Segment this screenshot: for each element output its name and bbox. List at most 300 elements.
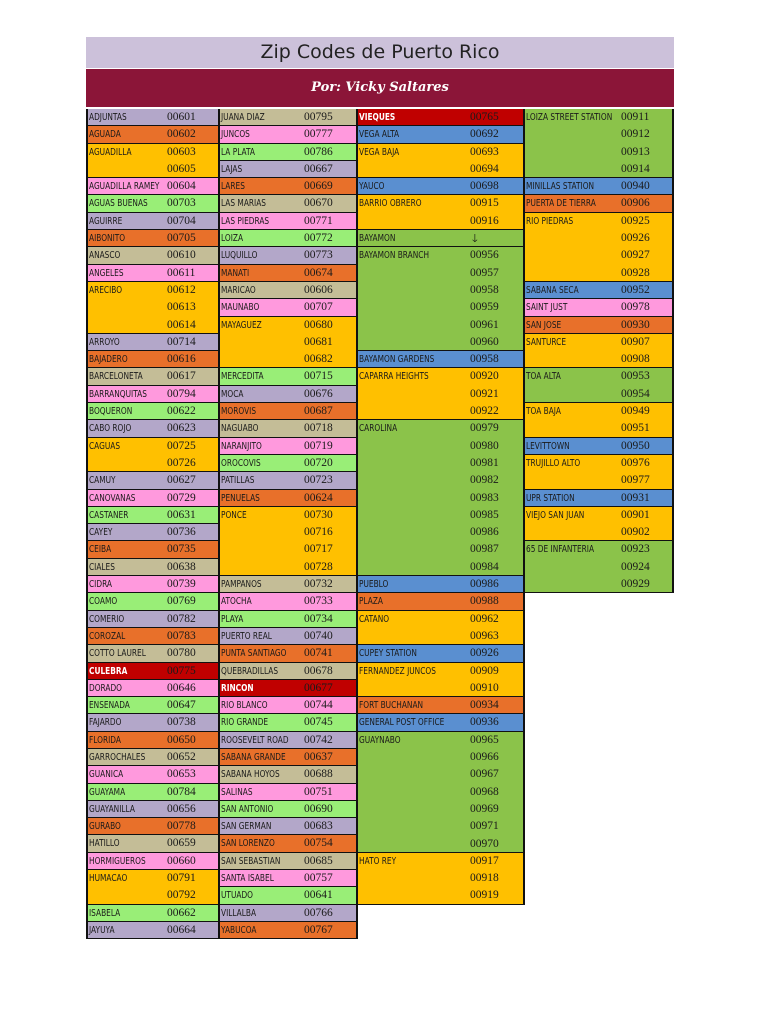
zip-code: 00616 xyxy=(167,353,196,366)
zip-entry xyxy=(220,576,356,593)
town-name: SAN SEBASTIAN xyxy=(221,855,281,867)
town-name: ROOSEVELT ROAD xyxy=(221,734,289,746)
zip-entry xyxy=(88,109,218,126)
zip-entry xyxy=(525,541,672,593)
town-name: DORADO xyxy=(89,682,123,694)
town-name: GURABO xyxy=(89,821,121,833)
town-name: COAMO xyxy=(89,596,118,608)
zip-entry xyxy=(220,109,356,126)
zip-entry xyxy=(88,611,218,628)
town-name: BAYAMON GARDENS xyxy=(359,354,435,366)
zip-code: 00601 xyxy=(167,111,196,123)
town-name: VEGA ALTA xyxy=(359,129,400,141)
zip-code: 00650 xyxy=(167,733,196,746)
zip-code: 00912 xyxy=(621,128,650,141)
zip-entry xyxy=(220,282,356,299)
town-name: CAGUAS xyxy=(89,440,121,452)
author-banner: Por: Vicky Saltares xyxy=(86,69,674,107)
arrow-down-icon: 🡓 xyxy=(472,232,478,246)
town-name: CAPARRA HEIGHTS xyxy=(359,371,429,383)
zip-entry xyxy=(358,126,523,143)
zip-code: 00953 xyxy=(621,370,650,383)
town-name: SALINAS xyxy=(221,786,253,798)
zip-entry xyxy=(220,420,356,437)
zip-code: 00647 xyxy=(167,699,196,712)
zip-code: 00610 xyxy=(167,249,196,262)
town-name: VIEJO SAN JUAN xyxy=(526,509,585,521)
zip-code: 00965 xyxy=(470,733,499,746)
zip-code: 00914 xyxy=(621,162,650,175)
zip-entry xyxy=(220,144,356,161)
town-name: OROCOVIS xyxy=(221,457,261,469)
town-name: PUERTA DE TIERRA xyxy=(526,198,596,210)
zip-entry xyxy=(88,645,218,662)
zip-entry xyxy=(358,732,523,853)
town-name: RINCON xyxy=(221,682,254,694)
zip-code: 00674 xyxy=(304,266,333,279)
zip-code: 00652 xyxy=(167,750,196,763)
zip-code: 00923 xyxy=(621,543,650,556)
town-name: PAMPANOS xyxy=(221,579,262,591)
zip-code: 00719 xyxy=(304,439,333,452)
zip-code: 00751 xyxy=(304,785,333,798)
zip-entry xyxy=(88,870,218,905)
zip-code: 00959 xyxy=(470,301,499,314)
zip-code: 00978 xyxy=(621,301,650,314)
town-name: CANOVANAS xyxy=(89,492,136,504)
town-name: SAINT JUST xyxy=(526,302,568,314)
zip-entry xyxy=(88,576,218,593)
town-name: VILLALBA xyxy=(221,907,257,919)
zip-entry xyxy=(220,663,356,680)
town-name: ISABELA xyxy=(89,907,121,919)
zip-code: 00784 xyxy=(167,785,196,798)
town-name: LAS PIEDRAS xyxy=(221,215,270,227)
zip-code: 00698 xyxy=(470,180,499,193)
town-name: HUMACAO xyxy=(89,873,128,885)
zip-code: 00669 xyxy=(304,180,333,193)
zip-code: 00602 xyxy=(167,128,196,141)
zip-code: 00660 xyxy=(167,854,196,867)
town-name: ARECIBO xyxy=(89,284,123,296)
town-name: BAYAMON BRANCH xyxy=(359,250,430,262)
town-name: MOCA xyxy=(221,388,244,400)
zip-code: 00961 xyxy=(470,318,499,331)
zip-code: 00624 xyxy=(304,491,333,504)
zip-code: 00777 xyxy=(304,128,333,141)
zip-code: 00901 xyxy=(621,508,650,521)
zip-entry xyxy=(525,438,672,455)
town-name: CAROLINA xyxy=(359,423,398,435)
zip-code: 00908 xyxy=(621,353,650,366)
zip-code: 00792 xyxy=(167,889,196,902)
zip-code: 00902 xyxy=(621,526,650,539)
zip-column-4 xyxy=(525,109,674,593)
zip-entry xyxy=(88,541,218,558)
zip-code: 00637 xyxy=(304,750,333,763)
zip-entry xyxy=(88,784,218,801)
zip-entry xyxy=(88,213,218,230)
zip-code: 00757 xyxy=(304,872,333,885)
zip-code: 00605 xyxy=(167,162,196,175)
zip-code: 00734 xyxy=(304,612,333,625)
town-name: PUERTO REAL xyxy=(221,630,272,642)
town-name: AGUIRRE xyxy=(89,215,123,227)
zip-entry xyxy=(358,853,523,905)
zip-entry xyxy=(220,126,356,143)
zip-code: 00611 xyxy=(167,266,196,279)
zip-code: 00980 xyxy=(470,439,499,452)
zip-code: 00771 xyxy=(304,214,333,227)
zip-entry xyxy=(358,611,523,646)
zip-entry xyxy=(358,247,523,351)
town-name: SAN ANTONIO xyxy=(221,803,274,815)
zip-entry xyxy=(220,611,356,628)
zip-entry xyxy=(358,178,523,195)
town-name: YAUCO xyxy=(359,181,385,193)
town-name: CULEBRA xyxy=(89,665,128,677)
zip-entry xyxy=(358,593,523,610)
town-name: HATILLO xyxy=(89,838,120,850)
zip-code: 00931 xyxy=(621,491,650,504)
zip-code: 00646 xyxy=(167,681,196,694)
zip-code: 00767 xyxy=(304,923,333,936)
zip-code: 00735 xyxy=(167,543,196,556)
zip-code: 00982 xyxy=(470,474,499,487)
zip-entry xyxy=(220,178,356,195)
town-name: PLAZA xyxy=(359,596,383,608)
town-name: SABANA HOYOS xyxy=(221,769,280,781)
town-name: GUAYAMA xyxy=(89,786,126,798)
zip-code: 00736 xyxy=(167,526,196,539)
zip-entry xyxy=(220,299,356,316)
town-name: BARCELONETA xyxy=(89,371,143,383)
zip-code: 00986 xyxy=(470,526,499,539)
zip-code: 00705 xyxy=(167,232,196,245)
town-name: RIO BLANCO xyxy=(221,700,268,712)
zip-code: 00754 xyxy=(304,837,333,850)
zip-entry xyxy=(358,420,523,576)
zip-code: 00766 xyxy=(304,906,333,919)
zip-code: 00906 xyxy=(621,197,650,210)
zip-entry xyxy=(220,697,356,714)
zip-code: 00690 xyxy=(304,802,333,815)
zip-code: 00729 xyxy=(167,491,196,504)
zip-entry xyxy=(525,403,672,438)
zip-entry xyxy=(88,593,218,610)
town-name: MARICAO xyxy=(221,284,256,296)
zip-entry xyxy=(220,645,356,662)
town-name: PONCE xyxy=(221,509,247,521)
town-name: PLAYA xyxy=(221,613,244,625)
zip-code: 00667 xyxy=(304,162,333,175)
zip-code: 00720 xyxy=(304,456,333,469)
zip-code: 00703 xyxy=(167,197,196,210)
zip-code: 00921 xyxy=(470,387,499,400)
town-name: MINILLAS STATION xyxy=(526,181,595,193)
zip-code: 00614 xyxy=(167,318,196,331)
zip-code: 00704 xyxy=(167,214,196,227)
zip-entry xyxy=(220,628,356,645)
zip-entry xyxy=(220,161,356,178)
zip-entry xyxy=(358,368,523,420)
zip-entry xyxy=(358,645,523,662)
zip-code: 00683 xyxy=(304,820,333,833)
zip-entry xyxy=(88,282,218,334)
zip-entry xyxy=(220,472,356,489)
zip-entry xyxy=(88,144,218,179)
zip-code: 00926 xyxy=(621,232,650,245)
town-name: FAJARDO xyxy=(89,717,122,729)
town-name: CIDRA xyxy=(89,579,112,591)
zip-code: 00733 xyxy=(304,595,333,608)
zip-entry xyxy=(88,230,218,247)
zip-code: 00716 xyxy=(304,526,333,539)
zip-entry xyxy=(88,697,218,714)
zip-code: 00745 xyxy=(304,716,333,729)
zip-code: 00970 xyxy=(470,837,499,850)
town-name: GENERAL POST OFFICE xyxy=(359,717,445,729)
town-name: BARRANQUITAS xyxy=(89,388,147,400)
town-name: ENSENADA xyxy=(89,700,130,712)
zip-code: 00786 xyxy=(304,145,333,158)
zip-entry xyxy=(88,749,218,766)
town-name: TRUJILLO ALTO xyxy=(526,457,581,469)
town-name: 65 DE INFANTERIA xyxy=(526,544,595,556)
zip-entry xyxy=(88,507,218,524)
zip-code: 00952 xyxy=(621,283,650,296)
town-name: MOROVIS xyxy=(221,406,257,418)
zip-code: 00638 xyxy=(167,560,196,573)
zip-entry xyxy=(88,922,218,939)
zip-code: 00740 xyxy=(304,629,333,642)
zip-code: 00775 xyxy=(167,664,196,677)
town-name: SANTA ISABEL xyxy=(221,873,274,885)
zip-code: 00936 xyxy=(470,716,499,729)
zip-entry xyxy=(358,195,523,230)
zip-code: 00929 xyxy=(621,578,650,591)
town-name: FERNANDEZ JUNCOS xyxy=(359,665,436,677)
town-name: CIALES xyxy=(89,561,115,573)
zip-code: 00627 xyxy=(167,474,196,487)
town-name: AGUAS BUENAS xyxy=(89,198,148,210)
town-name: MAYAGUEZ xyxy=(221,319,262,331)
zip-code: 00693 xyxy=(470,145,499,158)
town-name: PUNTA SANTIAGO xyxy=(221,648,287,660)
town-name: COTTO LAUREL xyxy=(89,648,146,660)
zip-code: 00971 xyxy=(470,820,499,833)
zip-entry xyxy=(88,438,218,473)
town-name: GARROCHALES xyxy=(89,751,146,763)
zip-code: 00622 xyxy=(167,405,196,418)
zip-code: 00613 xyxy=(167,301,196,314)
zip-entry xyxy=(88,490,218,507)
zip-code: 00641 xyxy=(304,889,333,902)
zip-entry xyxy=(220,195,356,212)
town-name: COMERIO xyxy=(89,613,125,625)
town-name: RIO GRANDE xyxy=(221,717,269,729)
town-name: GUANICA xyxy=(89,769,124,781)
town-name: AÑASCO xyxy=(89,250,121,262)
zip-code: 00979 xyxy=(470,422,499,435)
zip-code: 00730 xyxy=(304,508,333,521)
zip-entry xyxy=(220,749,356,766)
zip-entry xyxy=(358,109,523,126)
town-name: BARRIO OBRERO xyxy=(359,198,422,210)
town-name: JAYUYA xyxy=(89,924,115,936)
zip-code: 00916 xyxy=(470,214,499,227)
zip-code: 00909 xyxy=(470,664,499,677)
town-name: FLORIDA xyxy=(89,734,121,746)
zip-entry xyxy=(88,732,218,749)
zip-entry xyxy=(88,853,218,870)
zip-entry xyxy=(220,905,356,922)
town-name: LEVITTOWN xyxy=(526,440,570,452)
zip-code: 00670 xyxy=(304,197,333,210)
town-name: LAJAS xyxy=(221,163,243,175)
town-name: LARES xyxy=(221,181,245,193)
zip-entry xyxy=(88,905,218,922)
town-name: GUAYNABO xyxy=(359,734,401,746)
zip-entry xyxy=(220,732,356,749)
zip-code: 00960 xyxy=(470,335,499,348)
zip-entry xyxy=(88,559,218,576)
zip-code: 00739 xyxy=(167,578,196,591)
town-name: QUEBRADILLAS xyxy=(221,665,279,677)
zip-entry xyxy=(220,368,356,385)
town-name: ATOCHA xyxy=(221,596,252,608)
zip-code: 00681 xyxy=(304,335,333,348)
town-name: GUAYANILLA xyxy=(89,803,135,815)
town-name: COROZAL xyxy=(89,630,126,642)
town-name: LA PLATA xyxy=(221,146,256,158)
zip-code: 00765 xyxy=(470,111,499,123)
zip-entry xyxy=(220,438,356,455)
zip-code: 00966 xyxy=(470,751,499,764)
zip-entry xyxy=(220,870,356,887)
zip-code: 00926 xyxy=(470,647,499,660)
zip-code: 00604 xyxy=(167,180,196,193)
zip-entry xyxy=(358,144,523,179)
zip-code: 00981 xyxy=(470,456,499,469)
town-name: RIO PIEDRAS xyxy=(526,215,574,227)
zip-code: 00984 xyxy=(470,560,499,573)
town-name: BAYAMON xyxy=(359,233,396,245)
zip-entry xyxy=(88,524,218,541)
zip-code: 00954 xyxy=(621,387,650,400)
zip-code: 00951 xyxy=(621,422,650,435)
town-name: VIEQUES xyxy=(359,112,396,123)
zip-entry xyxy=(358,576,523,593)
zip-code: 00656 xyxy=(167,802,196,815)
zip-code: 00907 xyxy=(621,335,650,348)
town-name: LUQUILLO xyxy=(221,250,258,262)
zip-code: 00738 xyxy=(167,716,196,729)
town-name: SABANA GRANDE xyxy=(221,751,286,763)
page-title: Zip Codes de Puerto Rico xyxy=(86,37,674,68)
town-name: LAS MARIAS xyxy=(221,198,266,210)
zip-code: 00922 xyxy=(470,405,499,418)
zip-code: 00726 xyxy=(167,456,196,469)
town-name: LOIZA xyxy=(221,233,244,245)
zip-code: 00773 xyxy=(304,249,333,262)
zip-entry xyxy=(88,386,218,403)
zip-entry xyxy=(88,835,218,852)
zip-code: 00728 xyxy=(304,560,333,573)
zip-code: 00725 xyxy=(167,439,196,452)
zip-entry xyxy=(88,126,218,143)
zip-code: 00910 xyxy=(470,681,499,694)
town-name: CUPEY STATION xyxy=(359,648,417,660)
town-name: SAN JOSE xyxy=(526,319,562,331)
town-name: AIBONITO xyxy=(89,233,126,245)
zip-code: 00682 xyxy=(304,353,333,366)
town-name: CATAÑO xyxy=(359,613,390,625)
town-name: MAUNABO xyxy=(221,302,260,314)
town-name: SANTURCE xyxy=(526,336,567,348)
zip-entry xyxy=(88,368,218,385)
zip-code: 00653 xyxy=(167,768,196,781)
zip-code: 00930 xyxy=(621,318,650,331)
zip-entry xyxy=(358,230,523,247)
zip-entry xyxy=(88,265,218,282)
zip-column-1 xyxy=(86,109,220,939)
zip-code: 00717 xyxy=(304,543,333,556)
zip-code: 00664 xyxy=(167,923,196,936)
zip-code: 00723 xyxy=(304,474,333,487)
zip-code: 00772 xyxy=(304,232,333,245)
zip-entry xyxy=(525,178,672,195)
zip-code: 00662 xyxy=(167,906,196,919)
zip-entry xyxy=(220,593,356,610)
zip-entry xyxy=(525,195,672,212)
zip-entry xyxy=(358,663,523,698)
zip-code: 00958 xyxy=(470,283,499,296)
zip-code: 00783 xyxy=(167,629,196,642)
zip-code: 00623 xyxy=(167,422,196,435)
zip-entry xyxy=(525,213,672,282)
zip-code: 00685 xyxy=(304,854,333,867)
zip-entry xyxy=(525,455,672,490)
town-name: ARROYO xyxy=(89,336,120,348)
zip-code: 00659 xyxy=(167,837,196,850)
zip-code: 00694 xyxy=(470,162,499,175)
zip-entry xyxy=(525,490,672,507)
town-name: UTUADO xyxy=(221,890,253,902)
town-name: CAMUY xyxy=(89,475,116,487)
zip-code: 00957 xyxy=(470,266,499,279)
zip-code: 00940 xyxy=(621,180,650,193)
town-name: UPR STATION xyxy=(526,492,575,504)
zip-code: 00606 xyxy=(304,283,333,296)
zip-entry xyxy=(525,109,672,178)
zip-code: 00976 xyxy=(621,456,650,469)
zip-code: 00956 xyxy=(470,249,499,262)
zip-entry xyxy=(358,351,523,368)
zip-code: 00780 xyxy=(167,647,196,660)
zip-entry xyxy=(220,317,356,369)
zip-entry xyxy=(220,403,356,420)
zip-entry xyxy=(525,507,672,542)
zip-entry xyxy=(525,368,672,403)
zip-code: 00678 xyxy=(304,664,333,677)
zip-entry xyxy=(220,887,356,904)
town-name: BOQUERON xyxy=(89,406,133,418)
zip-code: 00688 xyxy=(304,768,333,781)
town-name: NAGUABO xyxy=(221,423,259,435)
zip-code: 00918 xyxy=(470,872,499,885)
zip-entry xyxy=(88,663,218,680)
